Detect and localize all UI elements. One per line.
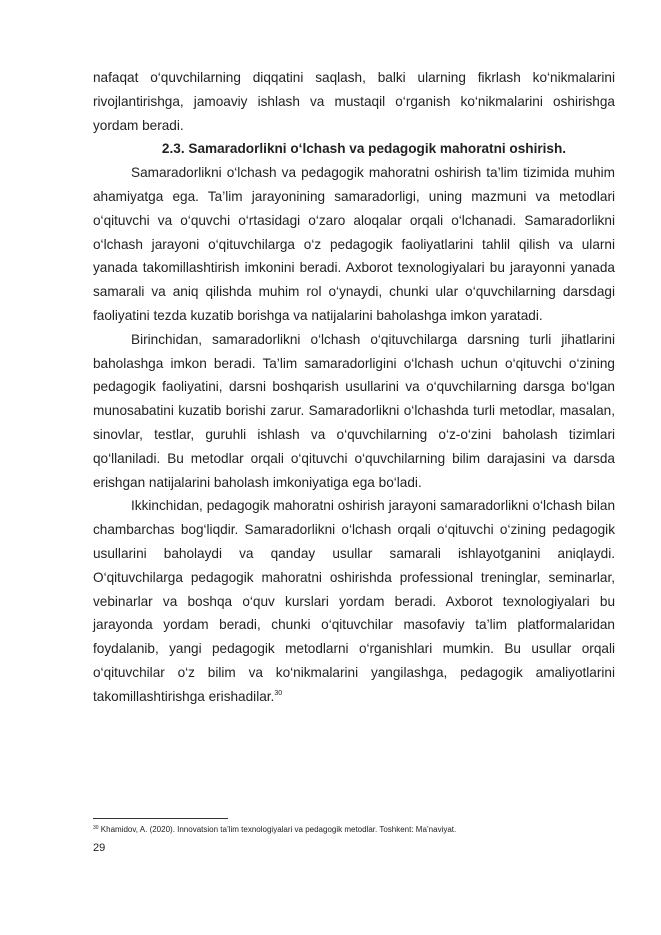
paragraph-3 — [93, 494, 615, 708]
footnote-text: Khamidov, A. (2020). Innovatsion ta’lim texnologiyalari va pedagogik metodlar. Toshkent: Ma’naviyat. — [100, 825, 457, 834]
paragraph-3-text: Ikkinchidan, pedagogik mahoratni oshirish jarayoni samaradorlikni o‘lchash bilan chambarchas bog‘liqdir. Samaradorlikni o‘lchash orqali o‘qituvchi o‘zining pedagogik usullarini baholaydi va qanday usullar samarali ishlayotganini aniqlaydi. O‘qituvchilarga pedagogik mahoratni oshirishda professional treninglar, seminarlar, vebinarlar va boshqa o‘quv kurslari yordam beradi. Axborot texnologiyalari bu jarayonda yordam beradi, chunki o‘qituvchilar masofaviy ta’lim platformalaridan foydalanib, yangi pedagogik metodlarni o‘rganishlari mumkin. Bu usullar orqali o‘qituvchilar o‘z bilim va ko‘nikmalarini yangilashga, pedagogik amaliyotlarini takomillashtirishga erishadilar. — [93, 498, 615, 704]
footnote-divider — [93, 818, 228, 819]
paragraph-continued: nafaqat o‘quvchilarning diqqatini saqlash, balki ularning fikrlash ko‘nikmalarini rivojlantirishga, jamoaviy ishlash va mustaqil o‘rganish ko‘nikmalarini oshirishga yordam beradi. — [93, 70, 615, 133]
footnote-number: 30 — [93, 825, 99, 831]
paragraph-2: Birinchidan, samaradorlikni o‘lchash o‘qituvchilarga darsning turli jihatlarini baholashga imkon beradi. Ta’lim samaradorligini o‘lchash uchun o‘qituvchi o‘zining pedagogik faoliyatini, darsni boshqarish usullarini va o‘quvchilarning darsga bo‘lgan munosabatini kuzatib borishi zarur. Samaradorlikni o‘lchashda turli metodlar, masalan, sinovlar, testlar, guruhli ishlash va o‘quvchilarning o‘z-o‘zini baholash tizimlari qo‘llaniladi. Bu metodlar orqali o‘qituvchi o‘quvchilarning bilim darajasini va darsda erishgan natijalarini baholash imkoniyatiga ega bo‘ladi. — [93, 331, 615, 490]
footnote-reference[interactable]: 30 — [274, 689, 283, 697]
footnote — [93, 824, 633, 835]
page-number: 29 — [93, 842, 106, 854]
page-body — [93, 66, 615, 709]
section-heading: 2.3. Samaradorlikni o‘lchash va pedagogik mahoratni oshirish. — [161, 141, 567, 157]
paragraph-1: Samaradorlikni o‘lchash va pedagogik mahoratni oshirish ta’lim tizimida muhim ahamiyatga ega. Ta’lim jarayonining samaradorligi, uning mazmuni va metodlari o‘qituvchi va o‘quvchi o‘rtasidagi o‘zaro aloqalar orqali o‘lchanadi. Samaradorlikni o‘lchash jarayoni o‘qituvchilarga o‘z pedagogik faoliyatlarini tahlil qilish va ularni yanada takomillashtirish imkonini beradi. Axborot texnologiyalari bu jarayonni yanada samarali va aniq qilishda muhim rol o‘ynaydi, chunki ular o‘quvchilarning darsdagi faoliyatini tezda kuzatib borishga va natijalarini baholashga imkon yaratadi. — [93, 165, 615, 323]
